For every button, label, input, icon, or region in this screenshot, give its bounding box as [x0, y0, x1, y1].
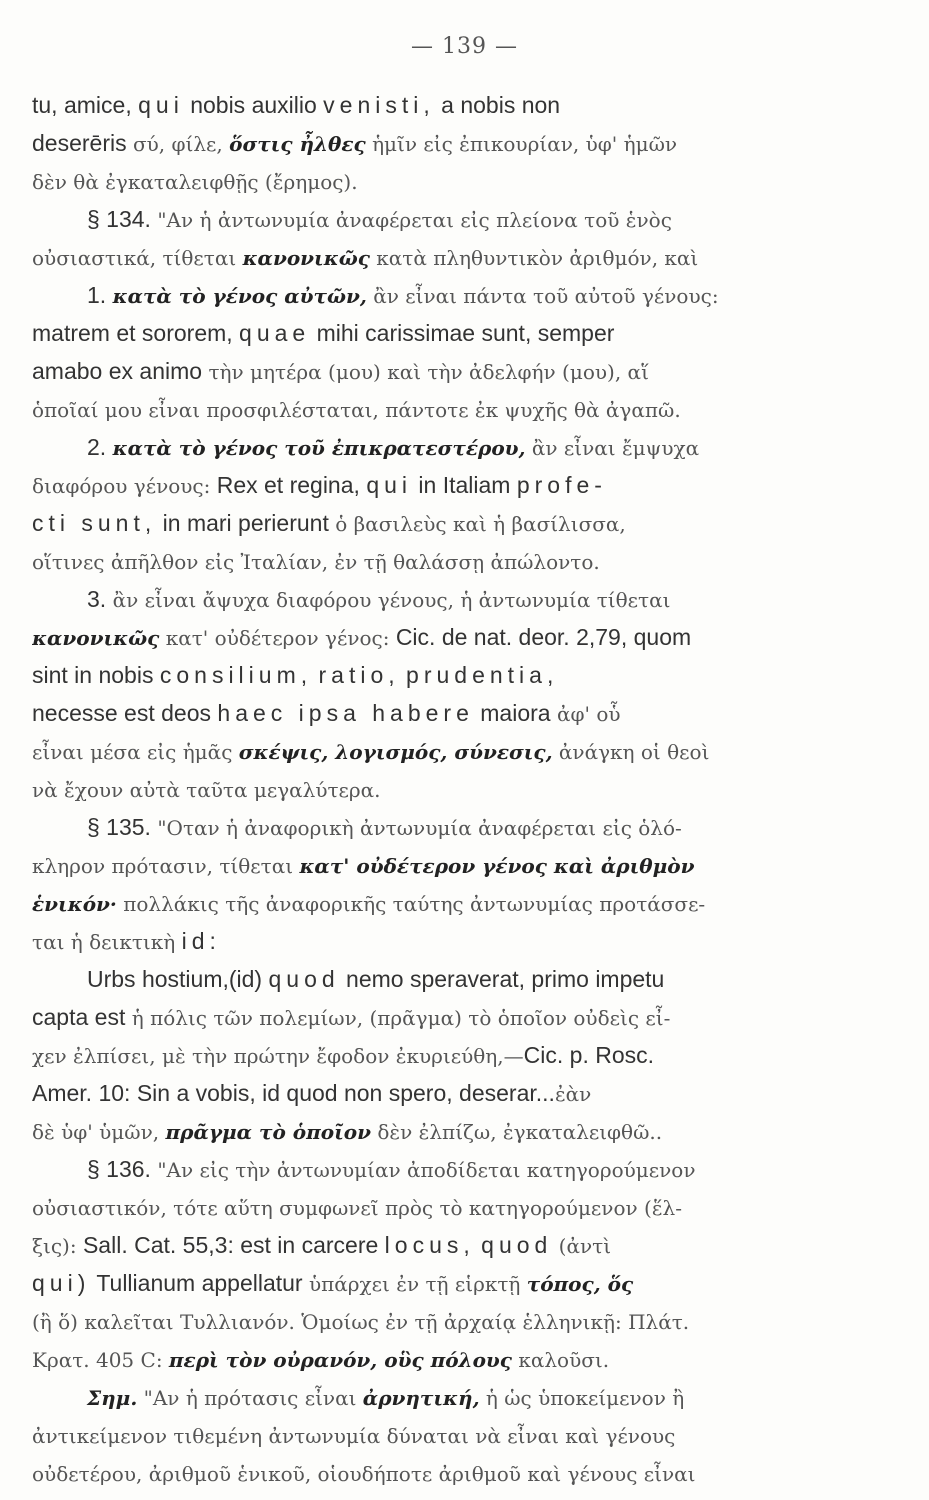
- text-segment: quod: [268, 966, 340, 992]
- text-segment: "Αν εἰς τὴν ἀντωνυμίαν ἀποδίδεται κατηγορούμενον: [157, 1158, 696, 1182]
- text-segment: id:: [181, 928, 221, 954]
- text-line: [32, 352, 884, 390]
- text-line: [32, 314, 884, 352]
- text-segment: κατ' οὐδέτερον γένος:: [159, 626, 396, 650]
- text-segment: ται ἡ δεικτικὴ: [32, 930, 182, 954]
- page-text: [32, 86, 884, 1492]
- text-segment: ἀρνητική,: [362, 1386, 480, 1410]
- text-segment: ξις):: [32, 1234, 83, 1258]
- text-line: [32, 390, 884, 428]
- text-segment: quae: [239, 320, 311, 346]
- text-segment: sint in nobis: [32, 662, 160, 688]
- text-segment: Κρατ. 405 C:: [32, 1348, 169, 1372]
- text-line: [32, 694, 884, 732]
- text-line: [32, 1416, 884, 1454]
- text-segment: profe-: [516, 472, 607, 498]
- text-segment: οὐσιαστικόν, τότε αὕτη συμφωνεῖ πρὸς τὸ κατηγορούμενον (ἕλ-: [32, 1196, 682, 1220]
- text-line: [32, 1188, 884, 1226]
- text-segment: καλοῦσι.: [511, 1348, 610, 1372]
- text-segment: δὲν ἐλπίζω, ἐγκαταλειφθῶ..: [371, 1120, 663, 1144]
- text-segment: in Italiam: [412, 472, 517, 498]
- text-line: [32, 922, 884, 960]
- text-segment: 3.: [87, 586, 113, 612]
- text-line: [32, 656, 884, 694]
- text-segment: § 134.: [87, 206, 158, 232]
- text-segment: cti sunt,: [32, 510, 157, 536]
- text-segment: Cic. p. Rosc.: [523, 1042, 655, 1068]
- text-segment: ἀνάγκη οἱ θεοὶ: [552, 740, 710, 764]
- text-line: [32, 998, 884, 1036]
- text-segment: qui): [32, 1270, 91, 1296]
- text-segment: 2.: [87, 434, 113, 460]
- text-segment: venisti,: [323, 92, 435, 118]
- text-segment: εἶναι μέσα εἰς ἡμᾶς: [32, 740, 239, 764]
- text-segment: in mari perierunt: [156, 510, 336, 536]
- text-segment: κατὰ τὸ γένος αὐτῶν,: [112, 284, 367, 308]
- text-segment: ἐὰν: [554, 1082, 592, 1106]
- text-line: [32, 238, 884, 276]
- text-segment: ὁποῖαί μου εἶναι προσφιλέσταται, πάντοτε ἐκ ψυχῆς θὰ ἀγαπῶ.: [32, 398, 681, 422]
- text-segment: Σημ.: [87, 1386, 138, 1410]
- text-segment: qui: [138, 92, 184, 118]
- text-segment: Cic. de nat. deor. 2,79, quom: [395, 624, 692, 650]
- text-segment: locus,: [384, 1232, 475, 1258]
- text-segment: ὅστις ἦλθες: [229, 132, 366, 156]
- text-segment: maiora: [473, 700, 557, 726]
- text-segment: κληρον πρότασιν, τίθεται: [32, 854, 300, 878]
- text-segment: ἀντικείμενον τιθεμένη ἀντωνυμία δύναται νὰ εἶναι καὶ γένους: [32, 1424, 676, 1448]
- text-segment: κατὰ πληθυντικὸν ἀριθμόν, καὶ: [369, 246, 699, 270]
- text-segment: ἡμῖν εἰς ἐπικουρίαν, ὑφ' ἡμῶν: [365, 132, 678, 156]
- text-segment: πολλάκις τῆς ἀναφορικῆς ταύτης ἀντωνυμίας προτάσσε-: [116, 892, 706, 916]
- text-line: [32, 618, 884, 656]
- text-line: [32, 1302, 884, 1340]
- text-segment: qui: [366, 472, 413, 498]
- text-segment: capta est: [32, 1004, 132, 1030]
- text-segment: πρᾶγμα τὸ ὁποῖον: [165, 1120, 371, 1144]
- text-segment: deserēris: [32, 130, 133, 156]
- text-line: [32, 466, 884, 504]
- text-line: [32, 884, 884, 922]
- text-segment: ἡ ὡς ὑποκείμενον ἢ: [479, 1386, 685, 1410]
- text-line: [32, 1226, 884, 1264]
- text-segment: (ἢ ὅ) καλεῖται Τυλλιανόν. Ὁμοίως ἐν τῇ ἀρχαίᾳ ἑλληνικῇ: Πλάτ.: [32, 1310, 690, 1334]
- text-segment: consilium,: [159, 662, 313, 688]
- text-segment: Sall. Cat. 55,3: est in carcere: [82, 1232, 385, 1258]
- text-segment: § 136.: [87, 1156, 158, 1182]
- text-segment: Rex et regina,: [216, 472, 367, 498]
- text-segment: "Οταν ἡ ἀναφορικὴ ἀντωνυμία ἀναφέρεται εἰς ὁλό-: [157, 816, 682, 840]
- text-line: [32, 124, 884, 162]
- text-segment: κατ' οὐδέτερον γένος καὶ ἀριθμὸν: [299, 854, 695, 878]
- text-segment: ratio,: [318, 662, 400, 688]
- text-segment: tu, amice,: [32, 92, 139, 118]
- text-segment: (ἀντὶ: [552, 1234, 612, 1258]
- text-line: [32, 1378, 884, 1416]
- text-segment: Amer. 10: Sin a vobis, id quod non spero, deserar...: [32, 1080, 555, 1106]
- text-line: [32, 86, 884, 124]
- text-segment: necesse est deos: [32, 700, 218, 726]
- text-segment: χεν ἐλπίσει, μὲ τὴν πρώτην ἔφοδον ἐκυριεύθη,—: [32, 1044, 524, 1068]
- text-segment: mihi carissimae sunt, semper: [310, 320, 615, 346]
- text-segment: οὐσιαστικά, τίθεται: [32, 246, 243, 270]
- text-segment: haec ipsa habere: [217, 700, 474, 726]
- text-segment: ὁ βασιλεὺς καὶ ἡ βασίλισσα,: [335, 512, 626, 536]
- text-line: [32, 542, 884, 580]
- text-line: [32, 1150, 884, 1188]
- text-segment: δὲ ὑφ' ὑμῶν,: [32, 1120, 166, 1144]
- text-line: [32, 1340, 884, 1378]
- text-line: [32, 162, 884, 200]
- text-segment: σύ, φίλε,: [132, 132, 230, 156]
- text-segment: κανονικῶς: [32, 626, 160, 650]
- text-segment: quod: [481, 1232, 553, 1258]
- text-line: [32, 200, 884, 238]
- text-line: [32, 428, 884, 466]
- text-line: [32, 504, 884, 542]
- text-segment: δὲν θὰ ἐγκαταλειφθῇς (ἔρημος).: [32, 170, 358, 194]
- text-segment: § 135.: [87, 814, 158, 840]
- text-segment: ἑνικόν·: [32, 892, 117, 916]
- text-segment: οὐδετέρου, ἀριθμοῦ ἑνικοῦ, οἱουδήποτε ἀριθμοῦ καὶ γένους εἶναι: [32, 1462, 696, 1486]
- text-segment: prudentia,: [406, 662, 559, 688]
- page-number: — 139 —: [411, 34, 518, 59]
- text-segment: τόπος, ὅς: [526, 1272, 634, 1296]
- text-segment: amabo ex animo: [32, 358, 209, 384]
- text-segment: matrem et sororem,: [32, 320, 240, 346]
- text-segment: σκέψις, λογισμός, σύνεσις,: [238, 740, 553, 764]
- text-segment: κατὰ τὸ γένος τοῦ ἐπικρατεστέρου,: [112, 436, 526, 460]
- text-segment: ἂν εἶναι ἔμψυχα: [525, 436, 700, 460]
- text-segment: διαφόρου γένους:: [32, 474, 217, 498]
- text-line: [32, 1454, 884, 1492]
- text-segment: "Αν ἡ ἀντωνυμία ἀναφέρεται εἰς πλείονα τοῦ ἑνὸς: [157, 208, 672, 232]
- text-segment: ἂν εἶναι ἄψυχα διαφόρου γένους, ἡ ἀντωνυμία τίθεται: [112, 588, 671, 612]
- text-line: [32, 770, 884, 808]
- text-segment: ὑπάρχει ἐν τῇ εἱρκτῇ: [308, 1272, 527, 1296]
- text-line: [32, 960, 884, 998]
- text-line: [32, 1074, 884, 1112]
- text-segment: ἡ πόλις τῶν πολεμίων, (πρᾶγμα) τὸ ὁποῖον οὐδεὶς εἶ-: [131, 1006, 671, 1030]
- text-segment: Urbs hostium,(id): [87, 966, 269, 992]
- text-line: [32, 732, 884, 770]
- text-segment: "Αν ἡ πρότασις εἶναι: [137, 1386, 363, 1410]
- text-segment: κανονικῶς: [242, 246, 370, 270]
- text-segment: τὴν μητέρα (μου) καὶ τὴν ἀδελφήν (μου), αἵ: [208, 360, 649, 384]
- text-line: [32, 846, 884, 884]
- text-line: [32, 1264, 884, 1302]
- text-segment: 1.: [87, 282, 113, 308]
- text-line: [32, 808, 884, 846]
- text-segment: nemo speraverat, primo impetu: [339, 966, 665, 992]
- text-line: [32, 580, 884, 618]
- text-segment: περὶ τὸν οὐρανόν, οὓς πόλους: [168, 1348, 512, 1372]
- text-line: [32, 1112, 884, 1150]
- text-segment: a nobis non: [434, 92, 561, 118]
- text-segment: ἀφ' οὗ: [556, 702, 621, 726]
- text-segment: νὰ ἔχουν αὐτὰ ταῦτα μεγαλύτερα.: [32, 778, 381, 802]
- text-segment: nobis auxilio: [183, 92, 324, 118]
- text-line: [32, 1036, 884, 1074]
- text-segment: οἵτινες ἀπῆλθον εἰς Ἰταλίαν, ἐν τῇ θαλάσσῃ ἀπώλοντο.: [32, 550, 600, 574]
- text-line: [32, 276, 884, 314]
- text-segment: Tullianum appellatur: [90, 1270, 309, 1296]
- text-segment: ἂν εἶναι πάντα τοῦ αὐτοῦ γένους:: [366, 284, 719, 308]
